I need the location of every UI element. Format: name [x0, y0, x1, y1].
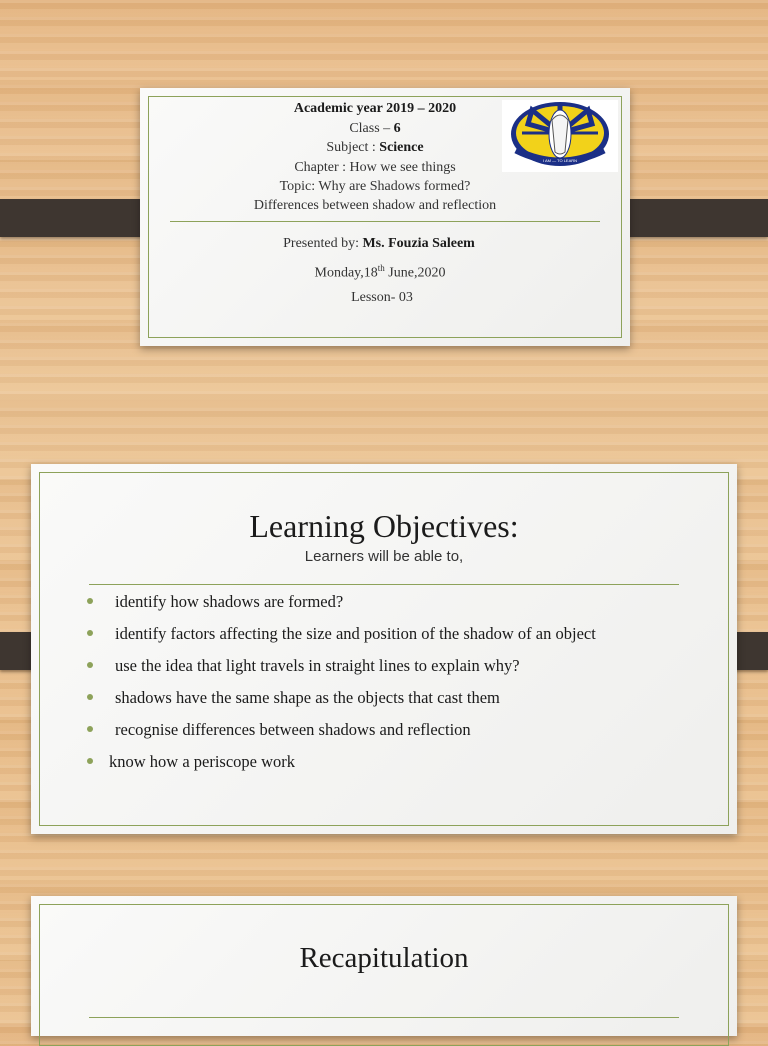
decor-band-right-1 [613, 199, 768, 237]
date-line [135, 263, 625, 282]
subject-value: Science [379, 140, 424, 155]
objectives-slide[interactable] [31, 464, 737, 834]
bullet-text: know how a periscope work [109, 752, 296, 771]
recap-divider [89, 1017, 679, 1018]
objectives-divider [89, 584, 679, 585]
bullet-icon [87, 630, 93, 636]
bullet-icon [87, 694, 93, 700]
lesson-line: Lesson- 03 [351, 290, 413, 305]
slide-frame [39, 904, 729, 1046]
bullet-icon [87, 726, 93, 732]
school-logo [502, 100, 618, 172]
objectives-subtitle: Learners will be able to, [304, 548, 464, 565]
bullet-icon [87, 758, 93, 764]
school-logo-icon [502, 100, 618, 172]
presenter-line [134, 236, 624, 252]
chapter-line: Chapter : How we see things [294, 160, 456, 175]
objectives-title: Learning Objectives: [249, 508, 519, 544]
bullet-text: shadows have the same shape as the objects that cast them [115, 688, 500, 707]
date-suffix: June,2020 [384, 265, 446, 281]
title-slide[interactable] [140, 88, 630, 346]
recap-slide[interactable] [31, 896, 737, 1036]
presenter-name: Ms. Fouzia Saleem [362, 236, 475, 251]
bullet-text: identify how shadows are formed? [115, 592, 344, 611]
subtopic-line: Differences between shadow and reflection [253, 198, 497, 213]
subject-label: Subject : [326, 140, 376, 155]
class-value: 6 [393, 121, 401, 136]
bullet-icon [87, 598, 93, 604]
bullet-text: identify factors affecting the size and position of the shadow of an object [115, 624, 596, 643]
bullet-icon [87, 662, 93, 668]
academic-year: Academic year 2019 – 2020 [293, 101, 457, 116]
presented-label: Presented by: [283, 236, 359, 251]
title-divider [170, 221, 600, 222]
class-label: Class – [349, 121, 391, 136]
topic-line: Topic: Why are Shadows formed? [279, 179, 471, 194]
bullet-text: recognise differences between shadows and reflection [115, 720, 471, 739]
date-ordinal: th [377, 263, 385, 273]
recap-title: Recapitulation [299, 942, 469, 974]
bullet-text: use the idea that light travels in straight lines to explain why? [115, 656, 520, 675]
date-prefix: Monday,18 [314, 265, 378, 281]
logo-motto: I AM — TO LEARN [542, 158, 578, 163]
